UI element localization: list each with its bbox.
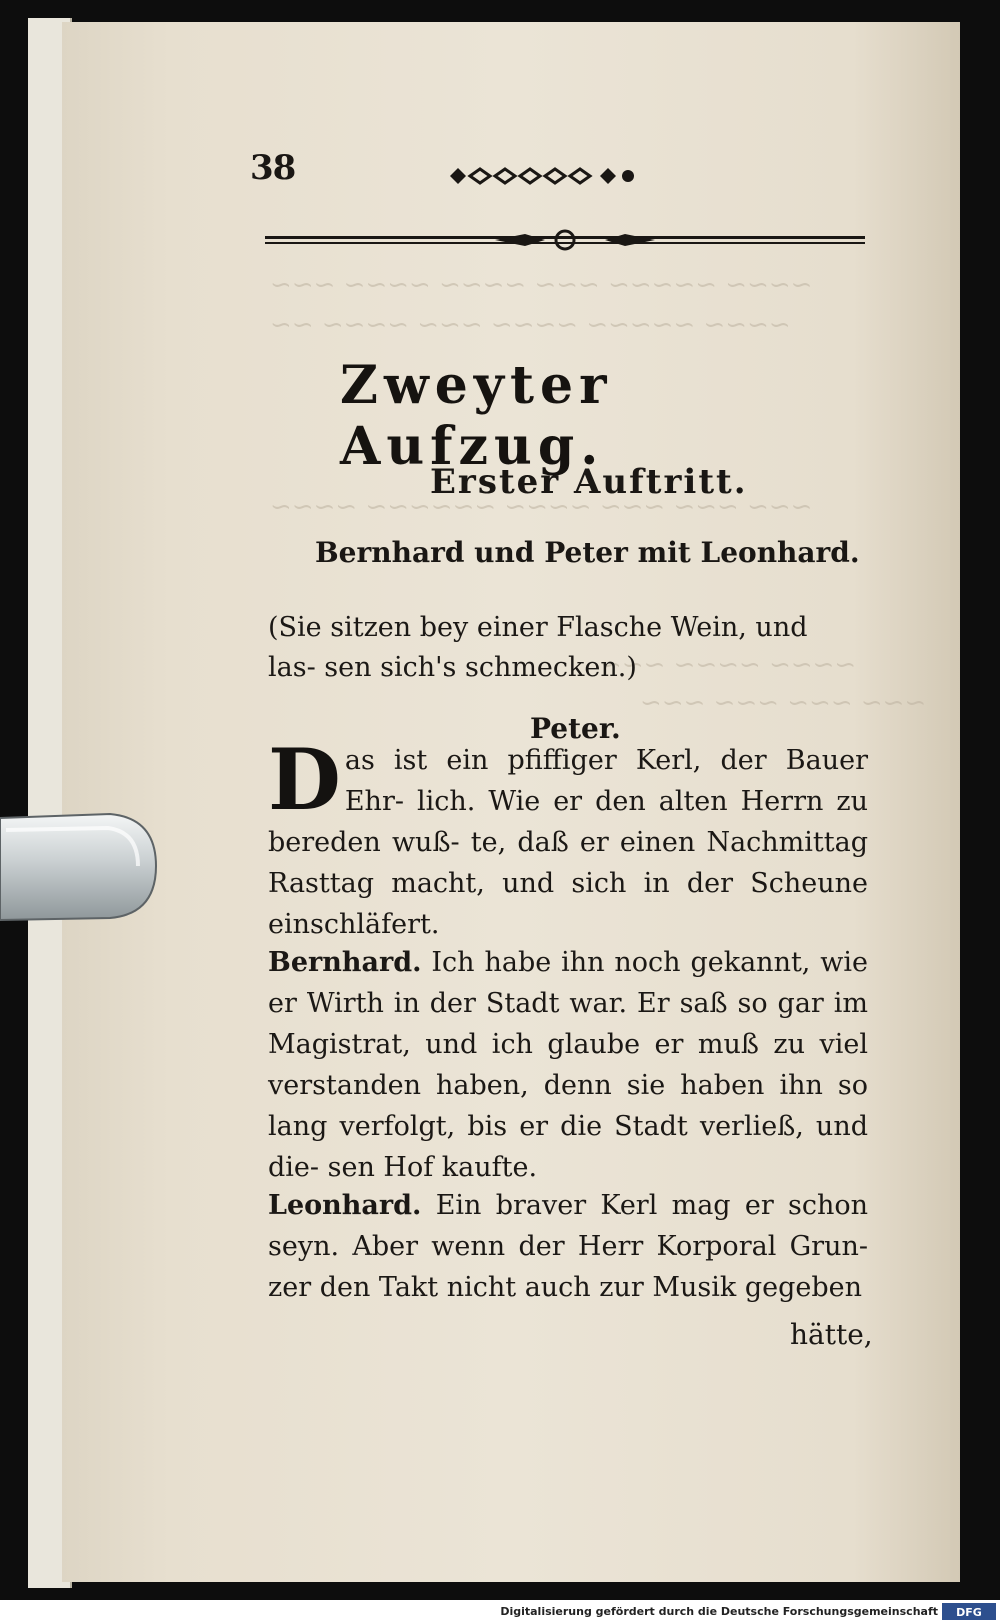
dialogue-paragraph <box>268 942 868 1188</box>
show-through: ~~~~ ~~~~~ ~~~ ~~~~ ~~~~ ~~~ <box>270 270 813 300</box>
drop-cap: D <box>268 730 341 829</box>
dialogue-text: as ist ein pfiffiger Kerl, der Bauer Ehr- lich. Wie er den alten Herrn zu bereden wuß- te, daß er einen Nachmittag Rasttag macht, und sich in der Scheune einschläfert. <box>268 745 868 940</box>
speaker-label: Leonhard. <box>268 1190 422 1221</box>
dfg-logo-icon <box>942 1603 996 1620</box>
header-ornament <box>440 160 650 192</box>
funding-credit: Digitalisierung gefördert durch die Deutsche Forschungsgemeinschaft <box>500 1605 938 1618</box>
dialogue-paragraph <box>268 1185 868 1308</box>
speaker-label: Bernhard. <box>268 947 422 978</box>
scene-title: Erster Auftritt. <box>430 462 748 502</box>
show-through: ~~~~ ~~~~ ~~~ <box>600 650 857 680</box>
dialogue-text: Ein braver Kerl mag er schon seyn. Aber wenn der Herr Korporal Grun- zer den Takt nicht auch zur Musik gegeben <box>268 1190 868 1303</box>
dialogue-paragraph <box>268 730 868 945</box>
speaker-label: Peter. <box>530 712 621 745</box>
catchword: hätte, <box>790 1318 873 1351</box>
show-through: ~~~ ~~~ ~~~ ~~~~ ~~~~~~ ~~~~ <box>270 492 813 522</box>
ornamental-rule <box>265 228 865 252</box>
act-title: Zweyter Aufzug. <box>340 355 613 477</box>
dialogue-text: Ich habe ihn noch gekannt, wie er Wirth in der Stadt war. Er saß so gar im Magistrat, und ich glaube er muß zu viel verstanden haben, denn sie haben ihn so lang verfolgt, bis er die Stadt verließ, und die- sen Hof kaufte. <box>268 947 869 1183</box>
page-clip <box>0 808 158 926</box>
show-through: ~~~ ~~~ ~~~ ~~~ <box>640 688 927 718</box>
page-number: 38 <box>250 148 296 188</box>
footer-bar <box>0 1600 1000 1624</box>
dfg-logo-text: DFG <box>956 1606 982 1619</box>
show-through: ~~~~ ~~~~~ ~~~~ ~~~ ~~~~ ~~ <box>270 310 791 340</box>
stage-direction: (Sie sitzen bey einer Flasche Wein, und las- sen sich's schmecken.) <box>268 612 808 683</box>
character-list: Bernhard und Peter mit Leonhard. <box>315 536 860 569</box>
